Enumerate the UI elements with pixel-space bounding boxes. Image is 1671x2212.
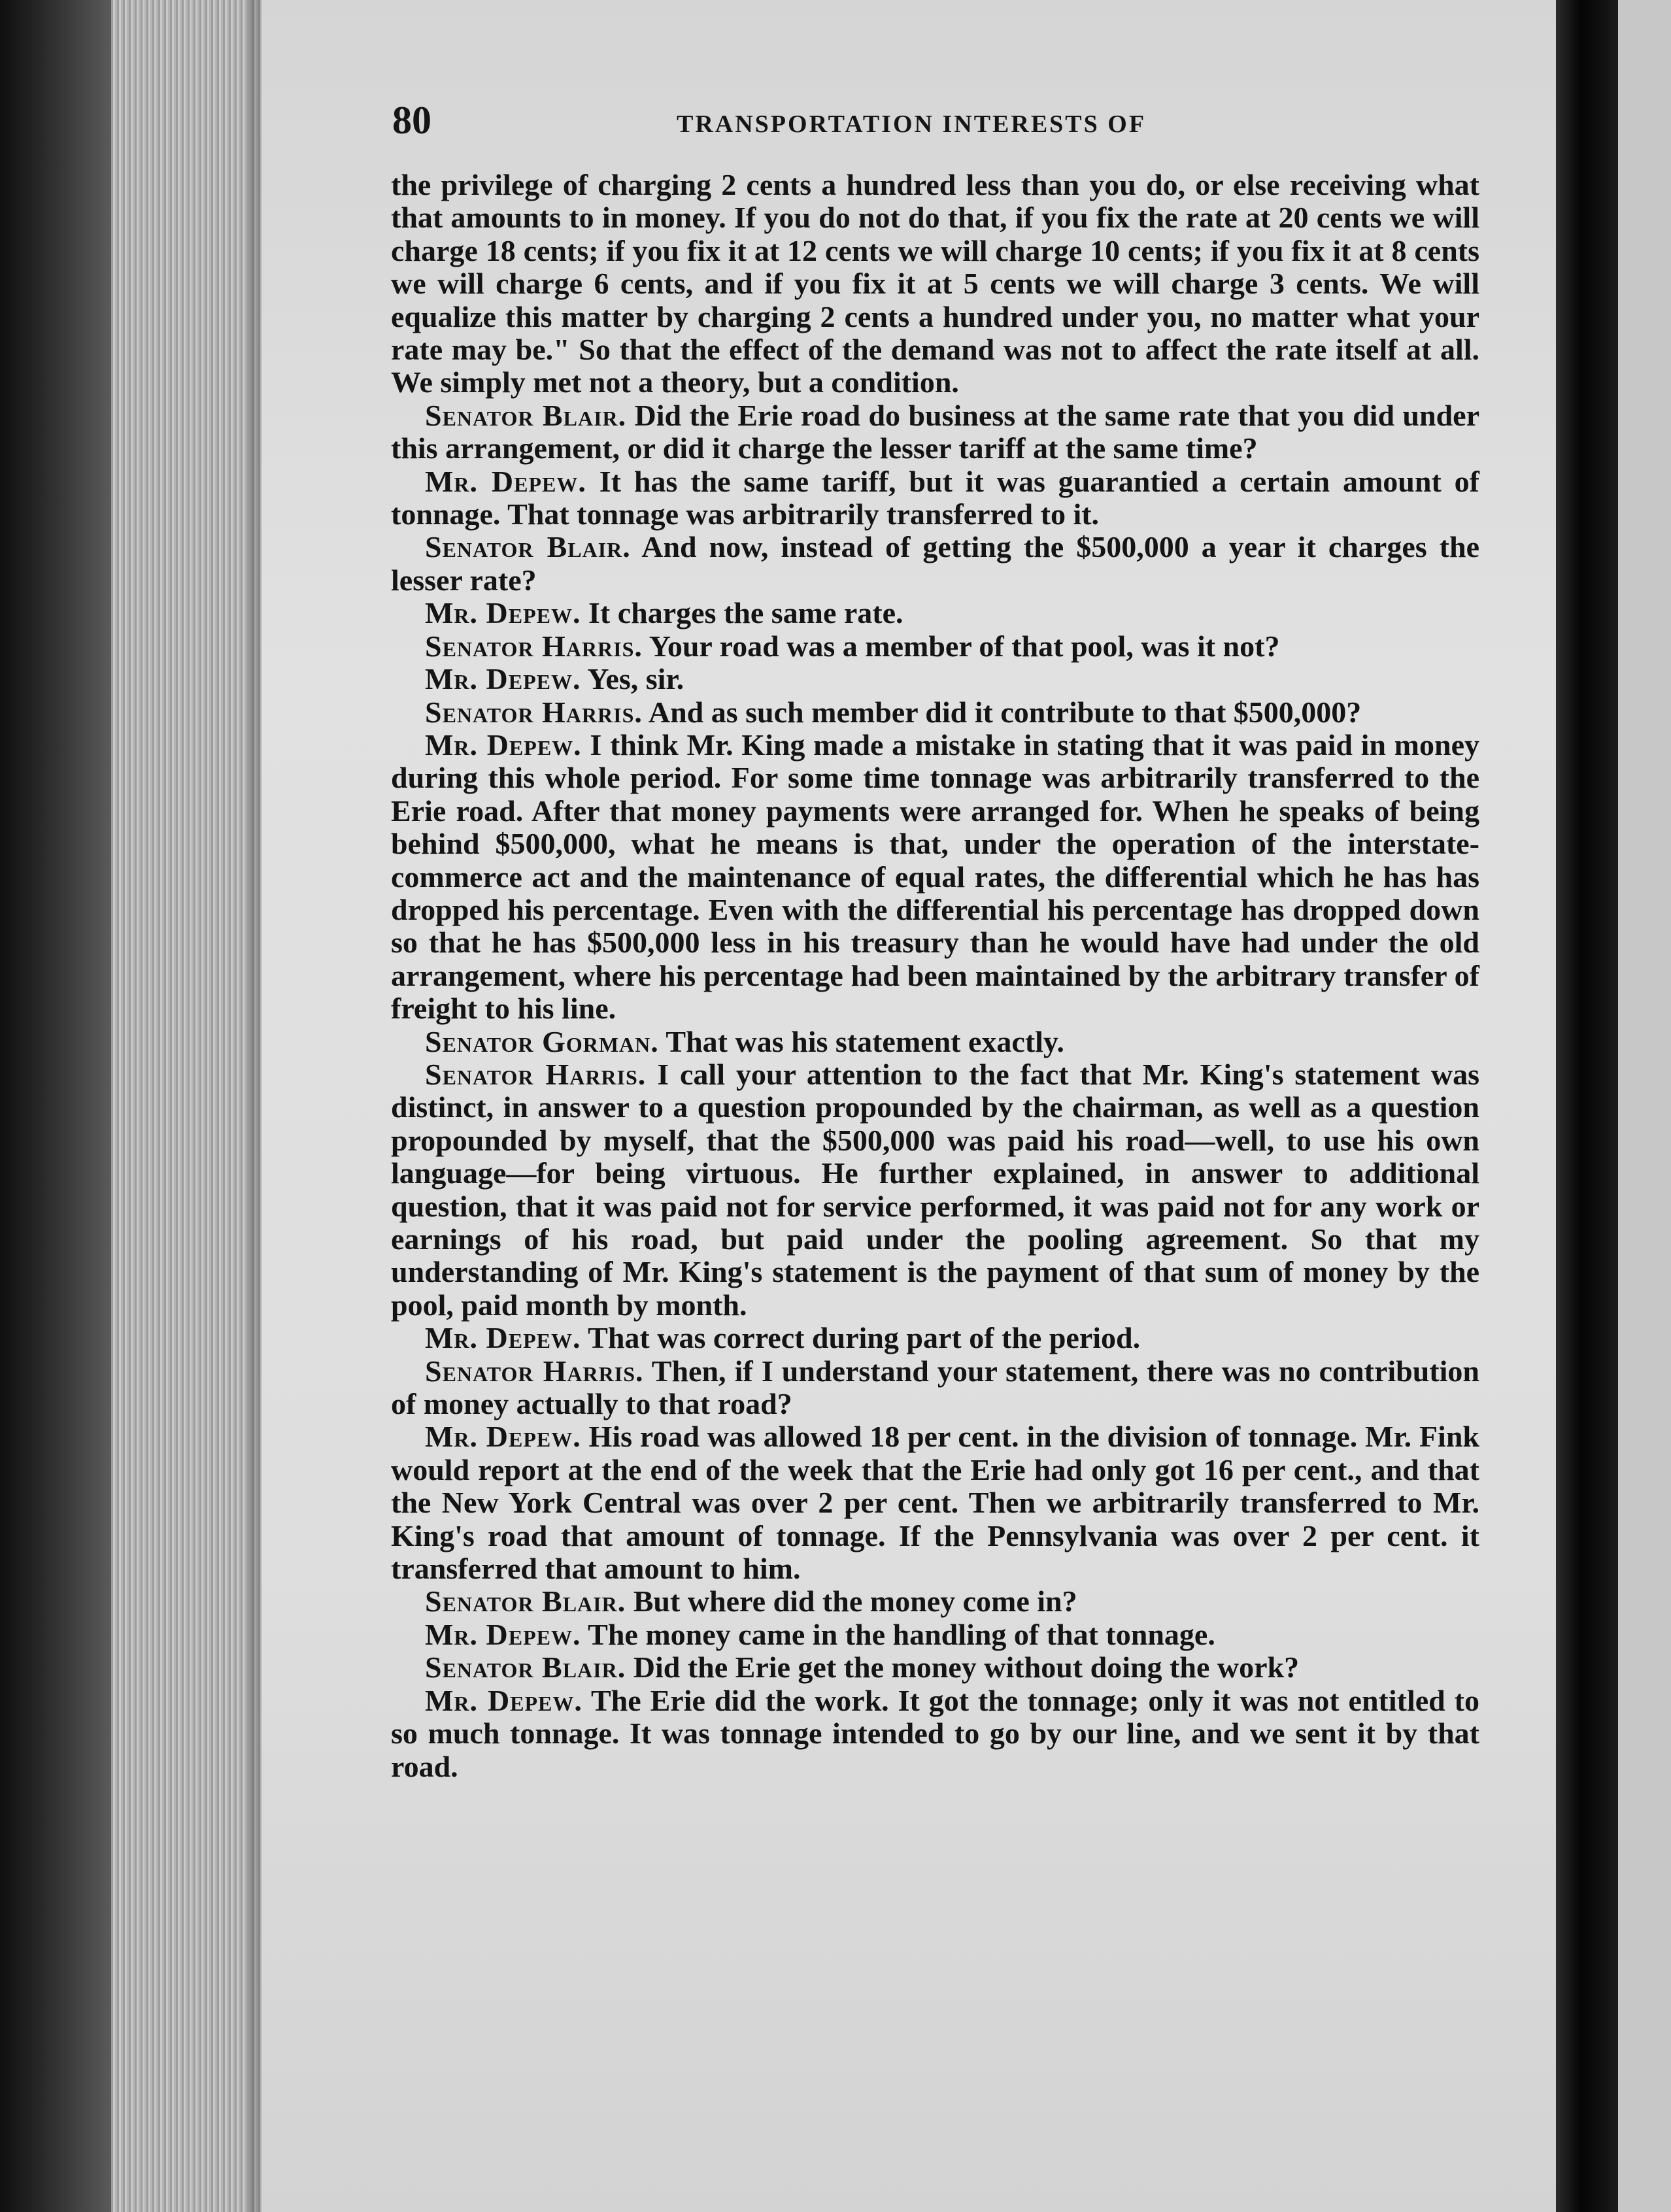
paragraph-text: And as such member did it contribute to that $500,000? bbox=[642, 695, 1362, 729]
speaker-name: Senator Harris. bbox=[425, 629, 643, 663]
paragraph bbox=[391, 1684, 1479, 1783]
right-gutter bbox=[1556, 0, 1618, 2212]
body-text bbox=[391, 169, 1479, 1783]
speaker-name: Senator Harris. bbox=[425, 695, 643, 729]
paragraph bbox=[391, 465, 1479, 531]
paragraph bbox=[391, 1651, 1479, 1684]
paragraph-text: Did the Erie road do business at the same rate that you did under this arrangement, or did it charge the lesser tariff at the same time? bbox=[391, 398, 1480, 465]
paragraph-text: Did the Erie get the money without doing the work? bbox=[626, 1651, 1300, 1684]
running-head: TRANSPORTATION INTERESTS OF bbox=[677, 110, 1147, 138]
speaker-name: Mr. Depew. bbox=[425, 1617, 581, 1651]
speaker-name: Mr. Depew. bbox=[425, 1321, 581, 1355]
paragraph bbox=[391, 531, 1479, 597]
paragraph-text: Yes, sir. bbox=[581, 662, 684, 696]
speaker-name: Senator Harris. bbox=[425, 1354, 644, 1388]
speaker-name: Mr. Depew. bbox=[425, 1683, 582, 1717]
paragraph-text: The Erie did the work. It got the tonnage; only it was not entitled to so much tonnage. It was tonnage intended to go by our line, and we sent it by that road. bbox=[391, 1683, 1479, 1783]
speaker-name: Mr. Depew. bbox=[425, 1420, 581, 1454]
speaker-name: Mr. Depew. bbox=[425, 728, 582, 762]
paragraph bbox=[391, 663, 1479, 695]
paragraph-text: I think Mr. King made a mistake in stating that it was paid in money during this whole period. For some time tonnage was arbitrarily transferred to the Erie road. After that money payments were arranged for. When he speaks of being behind $500,000, what he means is that, under the operation of the interstate-commerce act and the maintenance of equal rates, the differential which he has has dropped his percentage. Even with the differential his percentage has dropped down so that he has $500,000 less in his treasury than he would have had under the old arrangement, where his percentage had been maintained by the arbitrary transfer of freight to his line. bbox=[391, 728, 1479, 1026]
speaker-name: Mr. Depew. bbox=[425, 464, 586, 498]
page-edges bbox=[111, 0, 262, 2212]
paragraph bbox=[391, 1026, 1479, 1058]
paragraph-text: His road was allowed 18 per cent. in the division of tonnage. Mr. Fink would report at the end of the week that the Erie had only got 16 per cent., and that the New York Central was over 2 per cent. Then we arbitrarily transferred to Mr. King's road that amount of tonnage. If the Pennsylvania was over 2 per cent. it transferred that amount to him. bbox=[391, 1420, 1479, 1586]
facing-page-sliver bbox=[1618, 0, 1671, 2212]
speaker-name: Mr. Depew. bbox=[425, 596, 581, 630]
paragraph-text: And now, instead of getting the $500,000 a year it charges the lesser rate? bbox=[391, 530, 1480, 597]
speaker-name: Senator Blair. bbox=[425, 530, 631, 564]
paragraph bbox=[391, 1322, 1479, 1354]
paragraph-text: The money came in the handling of that tonnage. bbox=[581, 1617, 1215, 1651]
speaker-name: Senator Blair. bbox=[425, 1584, 626, 1618]
paragraph-text: Then, if I understand your statement, there was no contribution of money actually to that road? bbox=[391, 1354, 1479, 1421]
paragraph-text: the privilege of charging 2 cents a hundred less than you do, or else receiving what that amounts to in money. If you do not do that, if you fix the rate at 20 cents we will charge 18 cents; if you fix it at 12 cents we will charge 10 cents; if you fix it at 8 cents we will charge 6 cents, and if you fix it at 5 cents we will charge 3 cents. We will equalize this matter by charging 2 cents a hundred under you, no matter what your rate may be." So that the effect of the demand was not to affect the rate itself at all. We simply met not a theory, but a condition. bbox=[391, 168, 1479, 399]
paragraph-text: It has the same tariff, but it was guarantied a certain amount of tonnage. That tonnage was arbitrarily transferred to it. bbox=[391, 464, 1479, 531]
paragraph bbox=[391, 1058, 1479, 1322]
paragraph-text: That was his statement exactly. bbox=[658, 1024, 1064, 1058]
paragraph bbox=[391, 1355, 1479, 1421]
paragraph-text: I call your attention to the fact that Mr. King's statement was distinct, in answer to a question propounded by the chairman, as well as a question propounded by myself, that the $500,000 was paid his road—well, to use his own language—for being virtuous. He further explained, in answer to additional question, that it was paid not for service performed, it was paid not for any work or earnings of his road, but paid under the pooling agreement. So that my understanding of Mr. King's statement is the payment of that sum of money by the pool, paid month by month. bbox=[391, 1057, 1479, 1322]
speaker-name: Senator Harris. bbox=[425, 1057, 647, 1091]
paragraph bbox=[391, 169, 1479, 399]
paragraph bbox=[391, 630, 1479, 663]
speaker-name: Senator Blair. bbox=[425, 398, 627, 432]
paragraph-text: That was correct during part of the period. bbox=[581, 1321, 1141, 1355]
paragraph-text: Your road was a member of that pool, was it not? bbox=[642, 629, 1280, 663]
speaker-name: Senator Gorman. bbox=[425, 1024, 659, 1058]
page-header bbox=[392, 98, 1477, 150]
paragraph bbox=[391, 1420, 1479, 1585]
paragraph bbox=[391, 696, 1479, 729]
paragraph bbox=[391, 729, 1479, 1026]
speaker-name: Mr. Depew. bbox=[425, 662, 581, 696]
paragraph bbox=[391, 1585, 1479, 1618]
page-number: 80 bbox=[392, 99, 431, 142]
paragraph-text: But where did the money come in? bbox=[626, 1584, 1077, 1618]
paragraph-text: It charges the same rate. bbox=[581, 596, 903, 630]
left-binding bbox=[0, 0, 111, 2212]
paragraph bbox=[391, 1618, 1479, 1651]
speaker-name: Senator Blair. bbox=[425, 1651, 626, 1684]
paragraph bbox=[391, 597, 1479, 629]
paragraph bbox=[391, 399, 1479, 465]
